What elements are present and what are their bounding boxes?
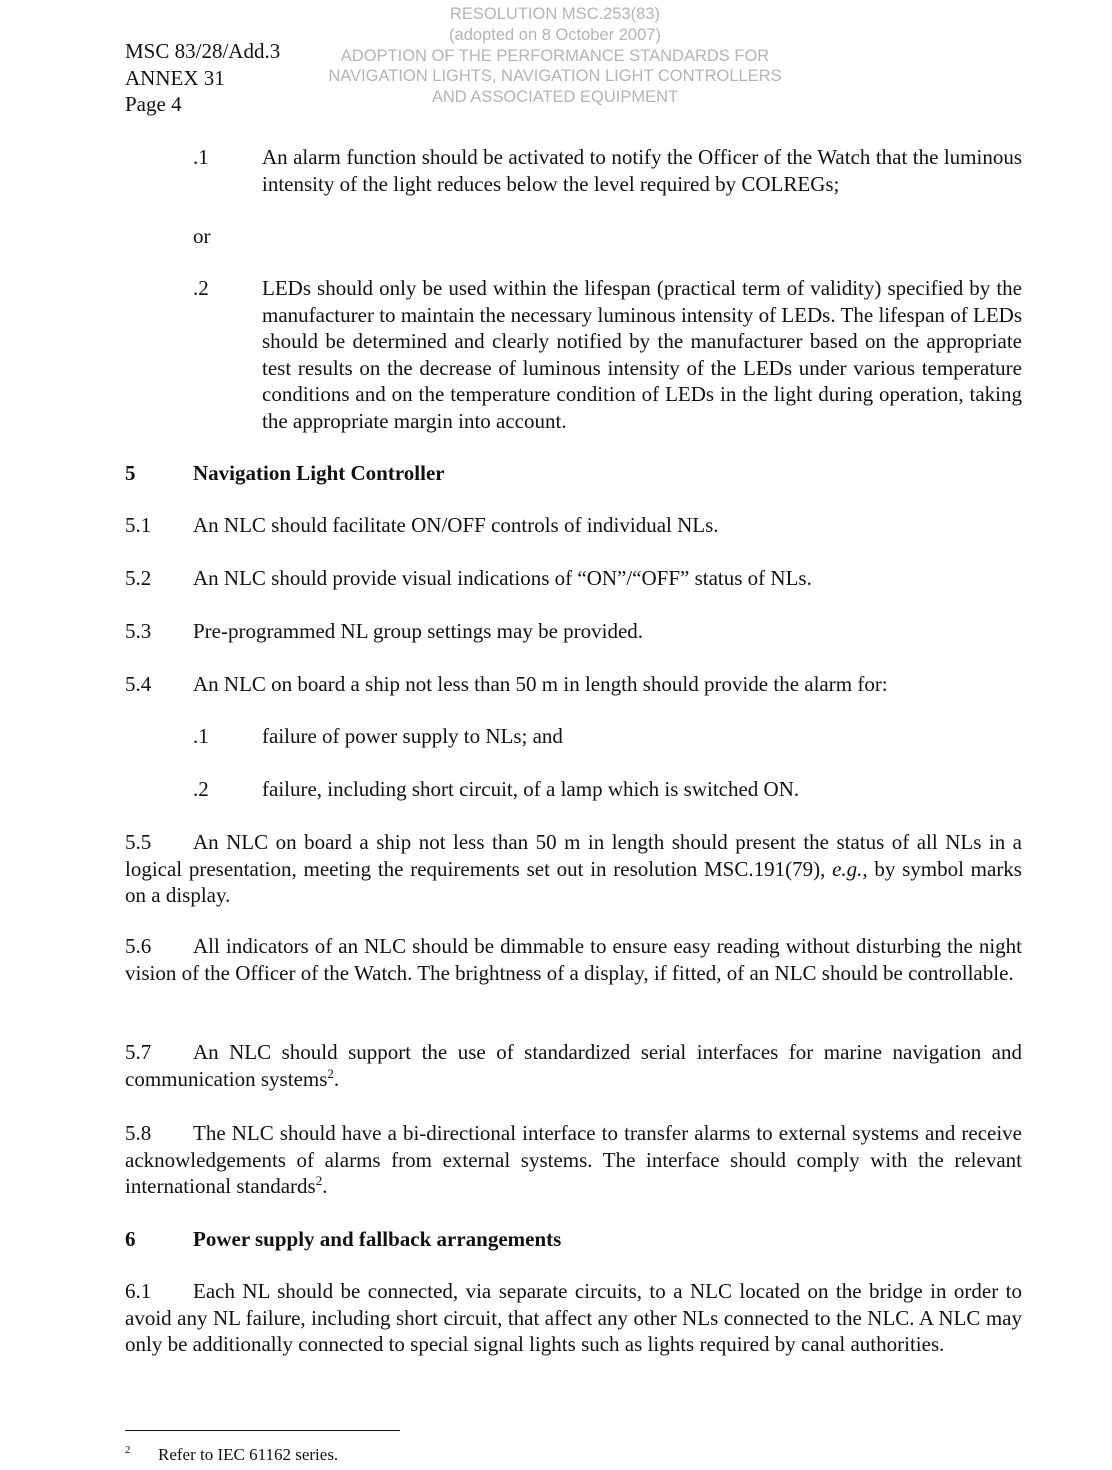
eg-abbreviation: e.g. <box>832 856 863 881</box>
paragraph-number: 5.2 <box>125 566 152 590</box>
watermark-line: AND ASSOCIATED EQUIPMENT <box>431 88 679 107</box>
watermark-line: NAVIGATION LIGHTS, NAVIGATION LIGHT CONTROLLERS <box>328 67 782 86</box>
section-number: 6 <box>125 1227 136 1251</box>
sub-item-5-4-1 <box>193 723 1022 750</box>
paragraph-text: An NLC should support the use of standardized serial interfaces for marine navigation and communication systems <box>125 1040 1022 1091</box>
or-connector: or <box>193 224 211 248</box>
paragraph-number: 5.3 <box>125 619 152 643</box>
paragraph-text: An NLC on board a ship not less than 50 m in length should present the status of all NLs in a logical presentation, meeting the requirements set out in resolution MSC.191(79), <box>125 830 1022 881</box>
sub-item-1 <box>193 144 1022 197</box>
paragraph-number: 5.6 <box>125 934 152 958</box>
annex-label: ANNEX 31 <box>125 65 225 90</box>
watermark-line: RESOLUTION MSC.253(83) <box>450 5 660 23</box>
footnote-reference[interactable]: 2 <box>315 1173 323 1188</box>
sub-item-text: failure, including short circuit, of a lamp which is switched ON. <box>262 777 800 801</box>
section-title: Navigation Light Controller <box>193 461 445 485</box>
watermark-line: ADOPTION OF THE PERFORMANCE STANDARDS FOR <box>340 46 770 65</box>
paragraph-5-2 <box>125 565 1022 592</box>
section-heading-5 <box>125 460 1022 487</box>
sub-item-text: An alarm function should be activated to notify the Officer of the Watch that the luminous intensity of the light reduces below the level required by COLREGs; <box>262 145 1022 196</box>
sub-item-number: .1 <box>193 145 209 169</box>
paragraph-5-7 <box>125 1039 1022 1095</box>
paragraph-text: An NLC should provide visual indications of “ON”/“OFF” status of NLs. <box>193 566 812 590</box>
paragraph-text: An NLC should facilitate ON/OFF controls of individual NLs. <box>193 513 719 537</box>
sub-item-5-4-2 <box>193 776 1022 803</box>
paragraph-text-end: . <box>322 1174 328 1198</box>
resolution-watermark <box>300 4 810 108</box>
footnote-text: Refer to IEC 61162 series. <box>158 1445 339 1464</box>
footnote-separator <box>125 1430 400 1431</box>
paragraph-5-5 <box>125 829 1022 909</box>
paragraph-5-8 <box>125 1120 1022 1203</box>
paragraph-number: 6.1 <box>125 1279 152 1303</box>
watermark-line: (adopted on 8 October 2007) <box>449 25 661 44</box>
paragraph-5-6 <box>125 933 1022 986</box>
sub-item-number: .2 <box>193 276 209 300</box>
paragraph-text: Pre-programmed NL group settings may be provided. <box>193 619 644 643</box>
sub-item-number: .2 <box>193 777 209 801</box>
paragraph-5-4 <box>125 671 1022 698</box>
paragraph-5-3 <box>125 618 1022 645</box>
paragraph-number: 5.4 <box>125 672 152 696</box>
paragraph-text-end: . <box>333 1066 340 1091</box>
footnote-mark: 2 <box>125 1444 131 1456</box>
page-header <box>125 38 280 118</box>
sub-item-2 <box>193 275 1022 434</box>
paragraph-text: An NLC on board a ship not less than 50 m in length should provide the alarm for: <box>193 672 888 696</box>
doc-reference: MSC 83/28/Add.3 <box>125 39 281 63</box>
paragraph-text-end: , by symbol marks on a display. <box>125 856 1022 907</box>
paragraph-text: The NLC should have a bi-directional interface to transfer alarms to external systems and receive acknowledgements of alarms from external systems. The interface should comply with the relevant international standards <box>125 1121 1022 1198</box>
section-number: 5 <box>125 461 136 485</box>
sub-item-text: LEDs should only be used within the lifespan (practical term of validity) specified by the manufacturer to maintain the necessary luminous intensity of LEDs. The lifespan of LEDs should be determined and clearly notified by the manufacturer based on the appropriate test results on the decrease of luminous intensity of the LEDs under various temperature conditions and on the temperature condition of LEDs in the light during operation, taking the appropriate margin into account. <box>262 276 1022 433</box>
paragraph-text: All indicators of an NLC should be dimmable to ensure easy reading without disturbing the night vision of the Officer of the Watch. The brightness of a display, if fitted, of an NLC should be controllable. <box>125 934 1022 985</box>
footnote <box>125 1443 339 1465</box>
footnote-reference[interactable]: 2 <box>327 1065 334 1081</box>
paragraph-text: Each NL should be connected, via separate circuits, to a NLC located on the bridge in order to avoid any NL failure, including short circuit, that affect any other NLs connected to the NLC. A NLC may only be additionally connected to special signal lights such as lights required by canal authorities. <box>125 1279 1022 1356</box>
section-heading-6 <box>125 1226 1022 1253</box>
paragraph-6-1 <box>125 1278 1022 1358</box>
paragraph-number: 5.8 <box>125 1121 152 1145</box>
paragraph-number: 5.1 <box>125 513 152 537</box>
sub-item-number: .1 <box>193 724 209 748</box>
paragraph-5-1 <box>125 512 1022 539</box>
section-title: Power supply and fallback arrangements <box>193 1227 562 1251</box>
paragraph-number: 5.7 <box>125 1040 152 1064</box>
paragraph-number: 5.5 <box>125 830 152 854</box>
page-number: Page 4 <box>125 92 182 116</box>
sub-item-text: failure of power supply to NLs; and <box>262 724 563 748</box>
